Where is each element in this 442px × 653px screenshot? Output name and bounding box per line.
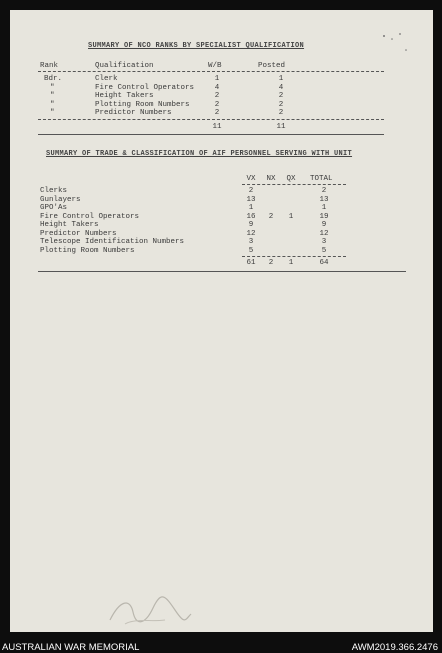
archive-reference: AWM2019.366.2476 xyxy=(351,642,438,653)
row-rank: " xyxy=(50,83,55,92)
ink-specks xyxy=(378,30,418,60)
row-vx: 12 xyxy=(246,229,256,238)
row-label: Fire Control Operators xyxy=(40,212,140,221)
row-rank: Bdr. xyxy=(44,75,63,83)
row-qualification: Plotting Room Numbers xyxy=(95,100,190,109)
ranks-summary-title: SUMMARY OF NCO RANKS BY SPECIALIST QUALIFICATION xyxy=(88,42,305,50)
row-label: Plotting Room Numbers xyxy=(40,246,135,255)
total-posted: 11 xyxy=(276,123,286,131)
trade-section-rule xyxy=(38,271,406,272)
row-label: Telescope Identification Numbers xyxy=(40,238,185,246)
row-vx: 16 xyxy=(246,212,256,221)
row-vx: 13 xyxy=(246,195,256,204)
row-vx: 9 xyxy=(248,221,254,229)
trade-totals-rule xyxy=(242,256,346,257)
row-total: 9 xyxy=(321,221,327,229)
row-qualification: Fire Control Operators xyxy=(95,83,195,92)
archive-footer xyxy=(0,632,442,653)
row-qx: 1 xyxy=(288,212,294,221)
header-posted: Posted xyxy=(258,62,286,70)
row-vx: 1 xyxy=(248,204,254,212)
row-posted: 2 xyxy=(278,109,284,117)
total-wb: 11 xyxy=(212,123,222,131)
row-posted: 2 xyxy=(278,92,284,100)
row-rank: " xyxy=(50,100,55,109)
row-total: 5 xyxy=(321,246,327,255)
header-total: TOTAL xyxy=(310,175,333,183)
row-qualification: Height Takers xyxy=(95,92,154,100)
row-rank: " xyxy=(50,109,55,117)
row-label: Clerks xyxy=(40,187,68,195)
header-rule xyxy=(38,71,384,72)
row-total: 12 xyxy=(319,229,329,238)
row-label: Gunlayers xyxy=(40,195,81,204)
row-qualification: Predictor Numbers xyxy=(95,109,172,117)
row-wb: 2 xyxy=(214,100,220,109)
row-label: Height Takers xyxy=(40,221,99,229)
total-qx: 1 xyxy=(288,259,294,267)
row-posted: 2 xyxy=(278,100,284,109)
total-vx: 61 xyxy=(246,259,256,267)
row-label: Predictor Numbers xyxy=(40,229,117,238)
header-wb: W/B xyxy=(208,62,222,70)
archive-source: AUSTRALIAN WAR MEMORIAL xyxy=(2,642,140,653)
row-total: 2 xyxy=(321,187,327,195)
row-wb: 2 xyxy=(214,109,220,117)
document-page xyxy=(10,10,433,632)
header-vx: VX xyxy=(246,175,256,183)
row-qualification: Clerk xyxy=(95,75,118,83)
row-vx: 3 xyxy=(248,238,254,246)
trade-summary-title: SUMMARY OF TRADE & CLASSIFICATION OF AIF PERSONNEL SERVING WITH UNIT xyxy=(46,150,353,158)
total-nx: 2 xyxy=(268,259,274,267)
row-wb: 4 xyxy=(214,83,220,92)
row-rank: " xyxy=(50,92,55,100)
header-rank: Rank xyxy=(40,62,59,70)
trade-header-rule xyxy=(242,184,346,185)
row-vx: 5 xyxy=(248,246,254,255)
row-total: 3 xyxy=(321,238,327,246)
row-nx: 2 xyxy=(268,212,274,221)
totals-rule xyxy=(38,119,384,120)
handwritten-mark xyxy=(105,590,195,630)
header-qualification: Qualification xyxy=(95,62,154,70)
row-total: 1 xyxy=(321,204,327,212)
row-label: GPO'As xyxy=(40,204,68,212)
header-nx: NX xyxy=(266,175,276,183)
row-posted: 4 xyxy=(278,83,284,92)
section-rule xyxy=(38,134,384,135)
row-total: 13 xyxy=(319,195,329,204)
row-wb: 1 xyxy=(214,75,220,83)
row-wb: 2 xyxy=(214,92,220,100)
total-total: 64 xyxy=(319,259,329,267)
header-qx: QX xyxy=(286,175,296,183)
row-vx: 2 xyxy=(248,187,254,195)
row-posted: 1 xyxy=(278,75,284,83)
row-total: 19 xyxy=(319,212,329,221)
